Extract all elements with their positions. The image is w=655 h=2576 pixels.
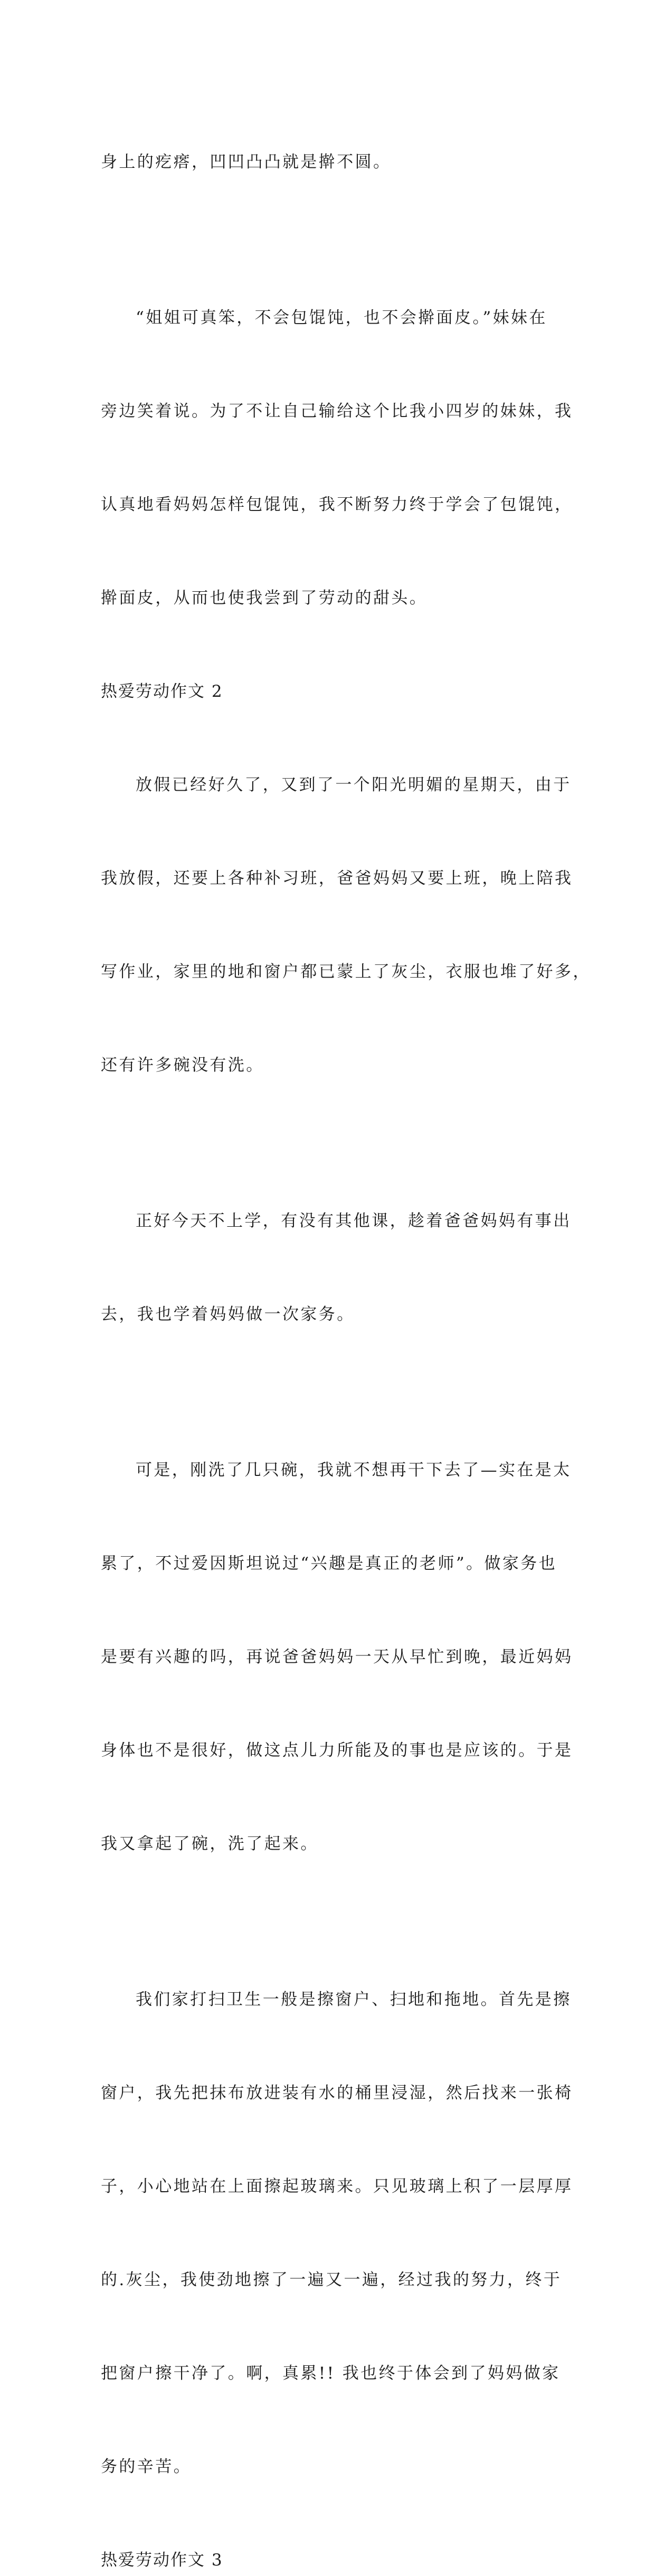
paragraph-5 — [101, 1393, 573, 1922]
text-line: 可是，刚洗了几只碗，我就不想再干下去了—实在是太 — [136, 1461, 572, 1480]
paragraph-2 — [101, 240, 573, 676]
text-line: 放假已经好久了，又到了一个阳光明媚的星期天，由于 — [136, 775, 572, 794]
text-line: 擀面皮，从而也使我尝到了劳动的甜头。 — [101, 589, 428, 608]
text-line: 旁边笑着说。为了不让自己输给这个比我小四岁的妹妹，我 — [101, 402, 573, 421]
paragraph-1 — [101, 84, 559, 240]
document-body — [101, 84, 591, 2576]
paragraph-4 — [101, 1143, 572, 1393]
text-line: 务的辛苦。 — [101, 2457, 192, 2476]
text-line: 累了，不过爱因斯坦说过“兴趣是真正的老师”。做家务也 — [101, 1554, 557, 1573]
text-line: “姐姐可真笨，不会包馄饨，也不会擀面皮。”妹妹在 — [136, 308, 547, 327]
paragraph-6 — [101, 1922, 573, 2545]
text-line: 把窗户擦干净了。啊，真累!! 我也终于体会到了妈妈做家 — [101, 2364, 561, 2383]
text-line: 认真地看妈妈怎样包馄饨，我不断努力终于学会了包馄饨， — [101, 495, 573, 514]
text-line: 正好今天不上学，有没有其他课，趁着爸爸妈妈有事出 — [136, 1211, 572, 1230]
section-heading-2: 热爱劳动作文 2 — [101, 682, 223, 701]
text-line: 是要有兴趣的吗，再说爸爸妈妈一天从早忙到晚，最近妈妈 — [101, 1647, 573, 1666]
text-line: 去，我也学着妈妈做一次家务。 — [101, 1305, 355, 1324]
text-line: 窗户，我先把抹布放进装有水的桶里浸湿，然后找来一张椅 — [101, 2083, 573, 2103]
text-line: 我放假，还要上各种补习班，爸爸妈妈又要上班，晚上陪我 — [101, 869, 573, 888]
paragraph-3 — [101, 707, 591, 1143]
text-line: 子，小心地站在上面擦起玻璃来。只见玻璃上积了一层厚厚 — [101, 2177, 573, 2196]
text-line: 我们家打扫卫生一般是擦窗户、扫地和拖地。首先是擦 — [136, 1990, 572, 2009]
text-line: 的.灰尘，我使劲地擦了一遍又一遍，经过我的努力，终于 — [101, 2270, 562, 2289]
section-heading-3: 热爱劳动作文 3 — [101, 2551, 223, 2570]
text-line: 我又拿起了碗，洗了起来。 — [101, 1834, 319, 1853]
text-line: 写作业，家里的地和窗户都已蒙上了灰尘，衣服也堆了好多， — [101, 962, 591, 981]
text-line: 身上的疙瘩，凹凹凸凸就是擀不圆。 — [101, 153, 392, 172]
text-line: 身体也不是很好，做这点儿力所能及的事也是应该的。于是 — [101, 1741, 573, 1760]
text-line: 还有许多碗没有洗。 — [101, 1056, 264, 1075]
